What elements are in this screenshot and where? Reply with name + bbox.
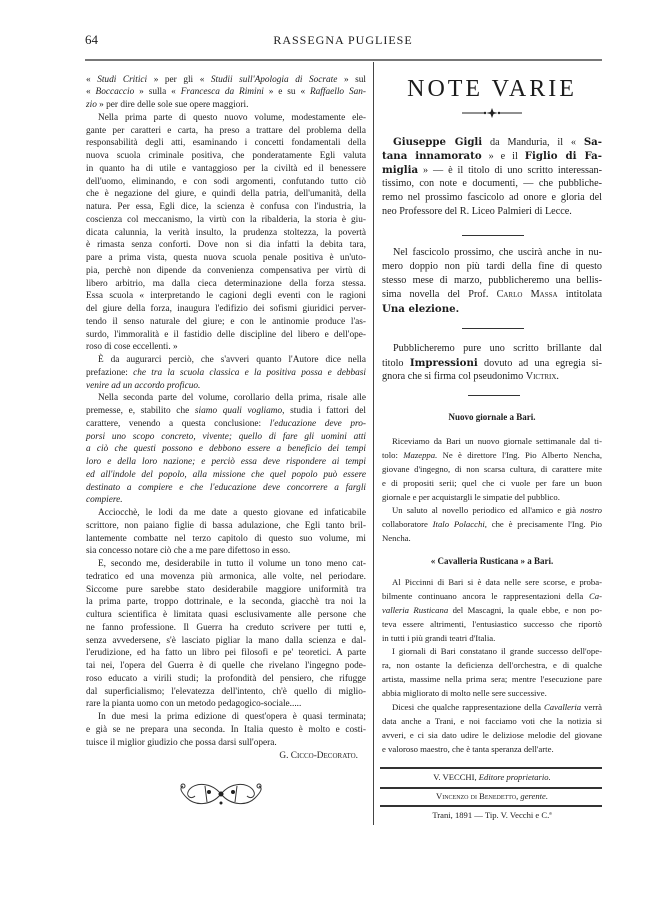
editor-role: Editore proprietario. xyxy=(478,772,551,782)
text-line xyxy=(382,590,602,604)
text-run: gnora che si firma col pseudonimo xyxy=(382,371,526,382)
bold-run: Sa- xyxy=(583,136,602,148)
italic-run: ed all'indole del popolo, alla missione che quel popolo può essere xyxy=(86,469,366,480)
italic-run: Mazeppa. xyxy=(403,449,438,460)
text-line xyxy=(382,163,602,177)
italic-run: siamo quali vogliamo xyxy=(194,406,283,417)
text-line: e valoroso maestro, che è tanta speranza dell'arte. xyxy=(382,743,554,754)
text-line xyxy=(382,449,602,463)
text-line: sia concesso notare ciò che a me pare difettoso in esso. xyxy=(86,546,291,557)
text-run: , che è precisamente l'Ing. Pio xyxy=(484,519,602,530)
text-line: e di propositi serii; quel che ci vuole per fare un buon xyxy=(382,477,602,488)
text-run: Dicesi che qualche rappresentazione della xyxy=(392,702,544,713)
paragraph xyxy=(382,701,602,757)
note-fascicolo xyxy=(382,246,602,316)
text-line: E, secondo me, desiderabile in tutto il volume un tono meno cat- xyxy=(98,559,366,570)
italic-run: destinato a compiere e che l'educazione deve concorrere a fargli xyxy=(86,482,366,493)
bold-run: tana innamorato xyxy=(382,150,482,162)
text-run: carattere, venendo a questa conclusione: xyxy=(86,418,270,429)
italic-run: Boccaccio xyxy=(95,87,135,98)
text-line: Nella seconda parte del volume, corollario della prima, risale alle xyxy=(98,393,366,404)
text-line: natura. Per essa, Egli dice, la scienza è confusa con l'industria, la xyxy=(86,202,366,213)
italic-run: Cavalleria xyxy=(543,702,582,713)
text-line xyxy=(86,494,366,507)
text-line: È da augurarci perciò, che s'avveri quanto l'Autore dice nella xyxy=(98,355,366,366)
paragraph xyxy=(86,354,366,392)
paragraph xyxy=(86,711,366,749)
text-line: Essa scuola « interpretando le cagioni degli eventi con le ragioni xyxy=(86,291,366,302)
text-line xyxy=(86,456,366,469)
text-line: coscienza col meccanismo, la virtù con la ribalderia, la storia è giu- xyxy=(86,214,366,225)
text-line: dal superficialismo; l'elevatezza dell'intento, ch'è quello di miglio- xyxy=(86,686,366,697)
text-line: tai nei, l'opera del Guerra è di quelle che rivelano l'ingegno pode- xyxy=(86,661,366,672)
italic-run: Studi Critici xyxy=(97,74,148,85)
text-line xyxy=(382,135,602,149)
text-line: responsabilità degli atti, esaminando i concetti fondamentali della xyxy=(86,138,366,149)
text-line: mero doppio non più tardi della fine di questo xyxy=(382,261,602,272)
text-line: dell'uomo, eliminando, e con sodi argomenti, confutando tutto ciò xyxy=(86,176,366,187)
text-line: Siccome pure sarebbe stato desiderabile maggiore uniformità tra xyxy=(86,584,366,595)
note-nuovo-giornale xyxy=(382,435,602,546)
text-run: Ne è direttore l'Ing. Pio Alberto Nencha, xyxy=(437,449,602,460)
text-line: dicata calunnia, la verità insulto, la prudenza stoltezza, la povertà xyxy=(86,227,366,238)
text-line xyxy=(86,380,366,393)
italic-run: nostro xyxy=(580,505,602,516)
italic-run: Studii sull'Apologia di Socrate xyxy=(210,74,338,85)
text-line: l'erudizione, ed ha fatto un libro pei filosofi e pe' teoretici. A parte xyxy=(86,648,366,659)
text-line: cultura scientifica è limitata quasi esclusivamente alle persone che xyxy=(86,610,366,621)
text-run: prefazione: xyxy=(86,367,134,378)
text-line: libero arbitrio, ma dalla cieca determinazione della forza stessa. xyxy=(86,278,366,289)
italic-run: compiere. xyxy=(86,495,123,506)
text-line: tissimo, con note e documenti, — che pubbliche- xyxy=(382,178,602,189)
text-line xyxy=(382,356,602,370)
paragraph xyxy=(382,645,602,701)
text-line: in tutti i più grandi teatri d'Italia. xyxy=(382,632,496,643)
footer-gerente xyxy=(382,791,602,801)
text-run: Un saluto al novello periodico ed all'amico e già xyxy=(392,505,581,516)
bold-run: Giuseppe Gigli xyxy=(393,136,483,148)
text-line: I giornali di Bari constatano il grande successo dell'ope- xyxy=(392,646,602,657)
footer-rule xyxy=(380,787,602,789)
text-line: neo Professore del R. Liceo Palmieri di Lecce. xyxy=(382,206,572,217)
text-run: premesse, e, stabilito che xyxy=(86,406,195,417)
text-run: intitolata xyxy=(557,289,603,300)
page-number: 64 xyxy=(85,32,98,47)
italic-run: venire ad un accordo proficuo. xyxy=(86,380,201,391)
paragraph xyxy=(382,435,602,504)
italic-run: a ciò che questi possono e debbono essere a beneficio dei tempi xyxy=(86,444,366,455)
text-run: dovuto ad una egregia si- xyxy=(477,358,602,369)
text-line: Nella prima parte di questo nuovo volume, modestamente ele- xyxy=(98,112,366,123)
author-signature: G. Cicco-Decorato. xyxy=(279,751,358,761)
title-ornament-icon xyxy=(462,106,522,124)
note-cavalleria xyxy=(382,576,602,757)
text-line: che è negazione del giure, e quindi della patria, dell'umanità, della xyxy=(86,189,366,200)
text-line xyxy=(382,504,602,518)
text-run: » sul xyxy=(337,74,367,85)
text-line: lantemente combatte nel terzo capitolo di questo suo volume, mi xyxy=(86,533,366,544)
italic-run: valleria Rusticana xyxy=(382,604,449,615)
text-line: scrittore, non paiano figlie di bassa adulazione, che Egli tanto bril- xyxy=(86,520,366,531)
gerente-role: gerente. xyxy=(518,791,548,801)
italic-run: l'educazione deve pro- xyxy=(269,418,366,429)
text-line xyxy=(86,482,366,495)
text-line: abbia migliorato di molto nelle sere successive. xyxy=(382,688,547,699)
bold-run: Impressioni xyxy=(409,357,478,369)
paragraph xyxy=(382,135,602,219)
text-run: verrà xyxy=(581,702,602,713)
text-line: ne fanno professione. Il Guerra ha creduto scrivere per tutti e, xyxy=(86,622,366,633)
text-line: nuova scuola criminale positiva, che ponderatamente Egli valuta xyxy=(86,151,366,162)
text-run: » — è il titolo di uno scritto interessan- xyxy=(418,165,602,176)
smallcaps-run: Carlo Massa xyxy=(496,289,558,300)
text-line: gante per caratteri e carta, ha preso a trattare del problema della xyxy=(86,125,366,136)
text-line: roso educato a virili studi; la profondità del pensiero, che rifugge xyxy=(86,673,366,684)
text-run: tolo: xyxy=(382,449,404,460)
text-line: è rimasta senza conforti. Dove non si dia infatti la debita tara, xyxy=(86,240,366,251)
text-line xyxy=(382,604,602,618)
text-line: data anche a Trani, e noi facciamo voti che la notizia si xyxy=(382,715,602,726)
text-line xyxy=(86,367,366,380)
italic-run: zio xyxy=(86,100,97,111)
text-line xyxy=(382,302,602,316)
text-run: » e su « xyxy=(263,87,310,98)
text-line xyxy=(382,370,602,384)
paragraph xyxy=(382,342,602,384)
gerente-name: Vincenzo di Benedetto, xyxy=(435,791,519,801)
paragraph xyxy=(86,507,366,558)
paragraph xyxy=(86,392,366,507)
editor-name: V. VECCHI, xyxy=(433,772,479,782)
tailpiece-ornament-icon xyxy=(175,780,267,813)
bold-run: Figlio di Fa- xyxy=(524,150,602,162)
text-run: « xyxy=(86,87,96,98)
text-run: collaboratore xyxy=(382,519,433,530)
paragraph xyxy=(86,558,366,711)
running-title: RASSEGNA PUGLIESE xyxy=(273,33,413,47)
text-line: surdo, l'immoralità e il fastidio delle discipline del libero e dell'ope- xyxy=(86,329,366,340)
text-line xyxy=(86,469,366,482)
text-line: senza avvedersene, s'è lasciato pigliar la mano dalla scienza e dal- xyxy=(86,635,366,646)
separator-rule xyxy=(462,235,524,236)
italic-run: che tra la scuola classica e la positiva possa e debbasi xyxy=(133,367,366,378)
footer-imprint: Trani, 1891 — Tip. V. Vecchi e C.ª xyxy=(432,810,552,820)
text-line xyxy=(382,518,602,532)
text-line xyxy=(86,431,366,444)
bold-run: Una elezione. xyxy=(382,303,460,315)
text-line: pare a prima vista, questa nuova scuola penale positiva è un'uto- xyxy=(86,253,366,264)
footer-rule xyxy=(380,767,602,769)
italic-run: Italo Polacchi xyxy=(432,519,485,530)
text-line: roso di cose eccellenti. » xyxy=(86,342,178,353)
text-line: giovane d'ingegno, di non scarsa cultura, di carattere mite xyxy=(382,463,602,474)
text-line: Nel fascicolo prossimo, che uscirà anche in nu- xyxy=(393,247,602,258)
text-run: da Manduria, il « xyxy=(482,137,584,148)
text-line: Nencha. xyxy=(382,533,411,544)
text-line: avveri, e ci sia dato udire le deliziose melodie del giovane xyxy=(382,729,602,740)
italic-run: porsi uno scopo concreto, vivente; quello di fare gli uomini atti xyxy=(86,431,366,442)
text-line: Acciocchè, le lodi da me date a questo giovane ed infaticabile xyxy=(98,508,366,519)
text-line: Al Piccinni di Bari si è data nelle sere scorse, e proba- xyxy=(392,577,602,587)
text-line: ra, non ostante la deficienza dell'orchestra, e di qualche xyxy=(382,660,602,671)
text-line: giornale e per acquistargli le simpatie del pubblico. xyxy=(382,491,560,502)
heading-nuovo-giornale: Nuovo giornale a Bari. xyxy=(448,412,536,422)
text-run: titolo xyxy=(382,358,410,369)
text-line: tendo il senso naturale del giure; e con le antinomie produce l'as- xyxy=(86,316,366,327)
text-line xyxy=(86,74,366,87)
header-rule xyxy=(85,59,602,61)
column-divider xyxy=(373,62,374,825)
text-run: bilmente continuano ancora le rappresentazioni della xyxy=(382,590,589,601)
text-run: , studia i fattori del xyxy=(282,406,366,417)
text-line: pia, perchè non dipende da convenienza compensativa per virtù di xyxy=(86,265,366,276)
text-run: » e il xyxy=(481,151,525,162)
text-line: stesso mese di marzo, pubblicheremo una bellis- xyxy=(382,275,602,286)
text-line: tuisce il miglior giudizio che possa darsi sull'opera. xyxy=(86,737,277,748)
text-line xyxy=(382,149,602,163)
paragraph xyxy=(86,74,366,112)
text-run: » sulla « xyxy=(134,87,181,98)
text-line: del giure della forza, inaugura l'edifizio dei sofismi giuridici perver- xyxy=(86,304,366,315)
section-title: NOTE VARIE xyxy=(407,76,577,102)
text-line: rare la pianta uomo con un metodo pedagogico-sociale..... xyxy=(86,699,302,710)
text-run: « xyxy=(86,74,98,85)
paragraph xyxy=(86,112,366,354)
text-line: in quanto ha di utile e vantaggioso per la civiltà ed il benessere xyxy=(86,163,366,174)
text-line: Riceviamo da Bari un nuovo giornale settimanale dal ti- xyxy=(392,436,602,446)
text-line: teva essere altrimenti, l'entusiastico successo che riportò xyxy=(382,618,602,629)
heading-cavalleria: « Cavalleria Rusticana » a Bari. xyxy=(430,556,554,566)
text-line: In due mesi la prima edizione di quest'opera è quasi terminata; xyxy=(98,712,366,723)
separator-rule xyxy=(468,395,520,396)
paragraph xyxy=(382,504,602,546)
text-line: la prima parte, troppo dottrinale, e la seconda, giacchè tra noi la xyxy=(86,597,366,608)
text-run: sima novella del Prof. xyxy=(382,289,497,300)
text-line: Pubblicheremo pure uno scritto brillante dal xyxy=(393,343,602,354)
text-run: del Mascagni, la quale ebbe, e non po- xyxy=(448,604,602,615)
text-line xyxy=(86,405,366,418)
italic-run: loro e della loro nazione; e perciò essa deve rispondere ai tempi xyxy=(86,457,366,468)
text-line xyxy=(86,418,366,431)
italic-run: Raffaello San- xyxy=(309,87,367,98)
text-line xyxy=(86,443,366,456)
text-line xyxy=(86,86,366,99)
note-impressioni xyxy=(382,342,602,384)
separator-rule xyxy=(462,328,524,329)
note-gigli xyxy=(382,135,602,219)
text-line: remo nel prossimo fascicolo ad onore e gloria del xyxy=(382,192,602,203)
italic-run: Ca- xyxy=(588,590,602,601)
text-line xyxy=(382,288,602,302)
footer-editor xyxy=(382,772,602,782)
text-run: » per dire delle sole sue opere maggiori. xyxy=(96,100,249,111)
text-line: tedratico ed una movenza più armonica, alle volte, nel periodare. xyxy=(86,571,366,582)
left-column-article xyxy=(86,74,366,750)
bold-run: miglia xyxy=(382,164,419,176)
text-line xyxy=(86,99,366,112)
text-line: artista, massime nella prima sera; mentre l'esecuzione pare xyxy=(382,674,602,685)
text-run: » per gli « xyxy=(147,74,211,85)
italic-run: Francesca da Rimini xyxy=(180,87,264,98)
text-line xyxy=(382,701,602,715)
footer-rule xyxy=(380,805,602,807)
smallcaps-run: Victrix. xyxy=(525,371,559,382)
paragraph xyxy=(382,246,602,316)
text-line: e già se ne prepara una seconda. In Italia questo è molto e costi- xyxy=(86,724,366,735)
paragraph xyxy=(382,576,602,645)
